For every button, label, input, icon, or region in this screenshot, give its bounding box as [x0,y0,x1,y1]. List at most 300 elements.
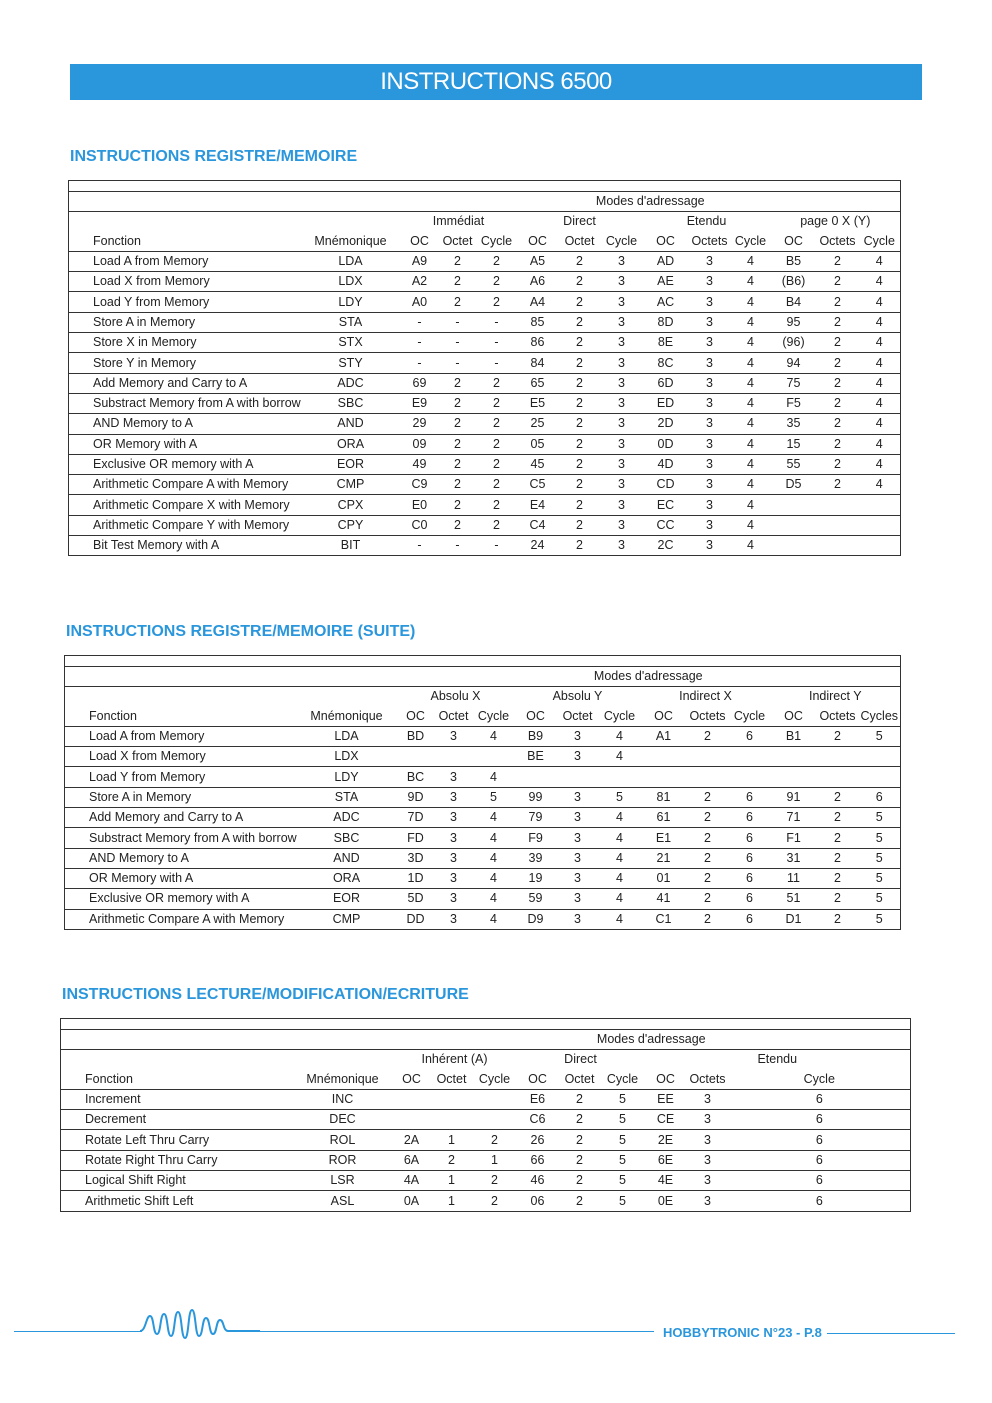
mnemonic-cell: AND [297,848,397,868]
mode-group-header: Indirect X [641,687,771,707]
column-header: Mnémonique [301,232,401,252]
modes-header: Modes d'adressage [393,1030,911,1050]
value-cell: 2 [559,353,601,373]
value-cell: 5 [859,889,901,909]
column-header: OC [393,1070,431,1090]
value-cell: 3 [689,393,731,413]
value-cell: 4 [473,767,515,787]
value-cell [771,495,817,515]
value-cell: 3 [601,475,643,495]
value-cell: 2E [645,1130,687,1150]
value-cell: 2 [477,414,517,434]
value-cell: B4 [771,292,817,312]
value-cell: 4 [599,828,641,848]
value-cell: 2 [817,889,859,909]
value-cell: 4 [599,726,641,746]
value-cell: 65 [517,373,559,393]
value-cell: 3 [601,536,643,556]
value-cell: 2 [439,251,477,271]
value-cell: 3 [689,536,731,556]
value-cell: 4 [859,475,901,495]
value-cell: 2 [817,333,859,353]
value-cell: 3 [601,495,643,515]
value-cell: 4D [643,454,689,474]
mode-group-header: Indirect Y [771,687,901,707]
value-cell: A0 [401,292,439,312]
value-cell: 2 [439,495,477,515]
value-cell [393,1089,431,1109]
mnemonic-cell: SBC [301,393,401,413]
value-cell: 3 [601,434,643,454]
value-cell: 2 [477,515,517,535]
value-cell: 2 [817,251,859,271]
value-cell: 5 [859,828,901,848]
value-cell: 3 [689,414,731,434]
column-header: Cycle [473,707,515,727]
footer-rule-right [827,1333,955,1334]
function-cell: Decrement [61,1110,293,1130]
value-cell: 2 [477,475,517,495]
column-header: OC [771,707,817,727]
value-cell: 2 [559,373,601,393]
mode-group-header: Inhérent (A) [393,1050,517,1070]
value-cell: 2 [477,272,517,292]
value-cell: D1 [771,909,817,929]
value-cell: 4 [731,536,771,556]
value-cell: 2 [559,475,601,495]
function-cell: Load Y from Memory [65,767,297,787]
function-cell: AND Memory to A [69,414,301,434]
table-row [69,454,901,474]
mnemonic-cell: INC [293,1089,393,1109]
value-cell: 5 [859,909,901,929]
value-cell: - [401,333,439,353]
value-cell [859,536,901,556]
value-cell: 5 [601,1191,645,1211]
value-cell: 91 [771,787,817,807]
value-cell [729,767,771,787]
column-header: Octets [817,232,859,252]
value-cell: 3 [687,1150,729,1170]
value-cell: 0D [643,434,689,454]
value-cell: 4 [731,312,771,332]
value-cell: 4 [731,414,771,434]
value-cell: 2 [817,292,859,312]
value-cell: 2 [477,373,517,393]
value-cell: 3 [689,454,731,474]
value-cell: 2 [817,828,859,848]
value-cell: 2 [559,515,601,535]
function-cell: Rotate Right Thru Carry [61,1150,293,1170]
value-cell: 6 [729,1191,911,1211]
value-cell: 3 [557,747,599,767]
value-cell: 2 [687,909,729,929]
mnemonic-cell: ASL [293,1191,393,1211]
value-cell: 3 [435,868,473,888]
value-cell: 6 [729,828,771,848]
column-header: OC [517,232,559,252]
function-cell: Substract Memory from A with borrow [69,393,301,413]
value-cell: 4 [473,726,515,746]
value-cell: E6 [517,1089,559,1109]
value-cell: 3 [557,808,599,828]
mnemonic-cell: LDX [297,747,397,767]
value-cell: 6 [729,1110,911,1130]
value-cell: 4 [859,292,901,312]
modes-spacer [69,192,401,212]
value-cell: 2 [687,828,729,848]
value-cell: 2 [817,909,859,929]
function-cell: Load Y from Memory [69,292,301,312]
value-cell: 69 [401,373,439,393]
table-row [69,495,901,515]
value-cell: 01 [641,868,687,888]
value-cell: 2 [477,393,517,413]
value-cell [817,767,859,787]
function-cell: AND Memory to A [65,848,297,868]
table-row [61,1191,911,1211]
value-cell: 3 [601,353,643,373]
value-cell [641,747,687,767]
value-cell: 6A [393,1150,431,1170]
value-cell: 6 [729,848,771,868]
value-cell: 1 [431,1130,473,1150]
value-cell: 3 [687,1191,729,1211]
value-cell: 4 [731,434,771,454]
function-cell: Store Y in Memory [69,353,301,373]
value-cell: 2 [473,1191,517,1211]
table-row [69,312,901,332]
value-cell: 4 [859,434,901,454]
value-cell: 21 [641,848,687,868]
mnemonic-cell: BIT [301,536,401,556]
value-cell: 0A [393,1191,431,1211]
mode-group-header: Etendu [643,212,771,232]
mnemonic-cell: STY [301,353,401,373]
value-cell: 4 [859,272,901,292]
value-cell: AE [643,272,689,292]
column-header: Octet [559,232,601,252]
table-row [69,393,901,413]
value-cell: 06 [517,1191,559,1211]
value-cell: 2 [817,393,859,413]
value-cell: D5 [771,475,817,495]
mnemonic-cell: LDX [301,272,401,292]
function-cell: Arithmetic Compare A with Memory [69,475,301,495]
value-cell: 2D [643,414,689,434]
value-cell: F1 [771,828,817,848]
mnemonic-cell: ORA [297,868,397,888]
value-cell: 2 [439,454,477,474]
value-cell: 2 [559,1130,601,1150]
value-cell: 4 [599,868,641,888]
value-cell [641,767,687,787]
value-cell: CD [643,475,689,495]
value-cell: 6 [729,787,771,807]
value-cell: - [401,536,439,556]
value-cell: 1 [431,1191,473,1211]
modes-spacer [65,667,397,687]
value-cell: 3 [689,475,731,495]
value-cell: 4 [859,454,901,474]
value-cell: AC [643,292,689,312]
value-cell: F9 [515,828,557,848]
value-cell: 31 [771,848,817,868]
mnemonic-cell: DEC [293,1110,393,1130]
column-header: Octets [817,707,859,727]
value-cell: - [477,333,517,353]
value-cell: - [439,536,477,556]
value-cell: 4 [859,251,901,271]
value-cell: - [439,333,477,353]
value-cell: 2 [559,1089,601,1109]
value-cell: 2 [439,434,477,454]
section-title-registre-memoire-suite: INSTRUCTIONS REGISTRE/MEMOIRE (SUITE) [66,623,416,640]
function-cell: Add Memory and Carry to A [69,373,301,393]
mode-group-header: Direct [517,1050,645,1070]
table-row [69,536,901,556]
column-header: Octets [689,232,731,252]
value-cell: 39 [515,848,557,868]
value-cell: 4 [473,808,515,828]
value-cell: B5 [771,251,817,271]
column-header: Octet [435,707,473,727]
value-cell: 5 [473,787,515,807]
value-cell: 46 [517,1171,559,1191]
column-header: Octet [559,1070,601,1090]
function-cell: Logical Shift Right [61,1171,293,1191]
value-cell: E9 [401,393,439,413]
value-cell: 3 [689,495,731,515]
value-cell: 3 [601,454,643,474]
value-cell: 4 [859,373,901,393]
value-cell: 3 [689,251,731,271]
value-cell: C0 [401,515,439,535]
value-cell: 3 [601,272,643,292]
value-cell [817,515,859,535]
value-cell: 5 [859,868,901,888]
table-row [69,353,901,373]
value-cell: C6 [517,1110,559,1130]
value-cell: 2 [559,272,601,292]
mnemonic-cell: SBC [297,828,397,848]
value-cell: 49 [401,454,439,474]
value-cell: - [439,353,477,373]
value-cell: 2 [817,868,859,888]
table-row [69,515,901,535]
mnemonic-cell: ROL [293,1130,393,1150]
column-header: Cycle [731,232,771,252]
value-cell: 1 [473,1150,517,1170]
function-cell: Arithmetic Shift Left [61,1191,293,1211]
value-cell: 2C [643,536,689,556]
value-cell: 2A [393,1130,431,1150]
column-header: Octet [557,707,599,727]
value-cell: 3 [557,889,599,909]
value-cell: 2 [439,475,477,495]
value-cell: 86 [517,333,559,353]
footer-rule-left [14,1331,142,1332]
value-cell: 2 [817,808,859,828]
value-cell: 3 [435,909,473,929]
value-cell [859,515,901,535]
value-cell: 2 [477,495,517,515]
column-header: Octet [431,1070,473,1090]
value-cell: 5 [601,1110,645,1130]
column-header: OC [771,232,817,252]
mnemonic-cell: ROR [293,1150,393,1170]
value-cell: 2 [817,272,859,292]
value-cell: 2 [431,1150,473,1170]
value-cell: 85 [517,312,559,332]
value-cell: (96) [771,333,817,353]
column-header: Cycle [729,707,771,727]
value-cell: 4E [645,1171,687,1191]
value-cell: 41 [641,889,687,909]
value-cell: 11 [771,868,817,888]
value-cell: 8C [643,353,689,373]
mnemonic-cell: ORA [301,434,401,454]
value-cell: 5 [601,1171,645,1191]
value-cell: 2 [439,515,477,535]
value-cell: 6 [729,1150,911,1170]
table-row [65,909,901,929]
value-cell [859,495,901,515]
value-cell: FD [397,828,435,848]
table-row [65,726,901,746]
value-cell: 2 [559,454,601,474]
value-cell: 3 [689,333,731,353]
waveform-logo-icon [140,1306,260,1346]
value-cell: CE [645,1110,687,1130]
value-cell: 3 [557,787,599,807]
value-cell: 7D [397,808,435,828]
value-cell: 6 [729,1089,911,1109]
value-cell: 4 [731,272,771,292]
value-cell: 5 [601,1150,645,1170]
value-cell: AD [643,251,689,271]
value-cell [393,1110,431,1130]
mode-group-header: Immédiat [401,212,517,232]
function-cell: Store X in Memory [69,333,301,353]
value-cell: 2 [817,353,859,373]
value-cell: 3 [687,1110,729,1130]
value-cell: - [477,312,517,332]
value-cell: 79 [515,808,557,828]
function-cell: Store A in Memory [65,787,297,807]
value-cell: 2 [817,454,859,474]
value-cell: 09 [401,434,439,454]
value-cell: 5 [859,808,901,828]
value-cell: 94 [771,353,817,373]
table-row [65,787,901,807]
value-cell: 2 [477,434,517,454]
footer-rule-middle [258,1331,654,1332]
value-cell: 05 [517,434,559,454]
value-cell: 4 [599,889,641,909]
value-cell [431,1089,473,1109]
column-header: OC [517,1070,559,1090]
value-cell: 4 [473,909,515,929]
value-cell: 2 [817,787,859,807]
column-header: OC [515,707,557,727]
value-cell: A9 [401,251,439,271]
value-cell: A6 [517,272,559,292]
table-row [69,414,901,434]
value-cell: 3 [557,828,599,848]
value-cell: 4 [731,353,771,373]
value-cell: 3 [557,726,599,746]
value-cell: 4 [731,373,771,393]
value-cell: 3 [435,767,473,787]
function-cell: Exclusive OR memory with A [69,454,301,474]
value-cell: 3 [601,515,643,535]
value-cell: 6 [729,1171,911,1191]
value-cell: 3 [435,808,473,828]
value-cell: 2 [559,495,601,515]
value-cell: 3 [601,292,643,312]
value-cell: 2 [817,373,859,393]
value-cell: 6 [729,889,771,909]
value-cell: 5 [599,787,641,807]
value-cell: BC [397,767,435,787]
value-cell: 6 [729,726,771,746]
mnemonic-cell: ADC [301,373,401,393]
value-cell: 3 [557,848,599,868]
table-row [69,373,901,393]
table-row [69,475,901,495]
mnemonic-cell: LSR [293,1171,393,1191]
value-cell [771,767,817,787]
value-cell: 2 [817,726,859,746]
value-cell: C1 [641,909,687,929]
value-cell: 35 [771,414,817,434]
function-cell: Substract Memory from A with borrow [65,828,297,848]
value-cell: 4 [731,251,771,271]
mnemonic-cell: AND [301,414,401,434]
table-row [61,1130,911,1150]
column-header: OC [401,232,439,252]
table-row [69,251,901,271]
value-cell: 66 [517,1150,559,1170]
value-cell: 3 [689,353,731,373]
value-cell: 2 [439,414,477,434]
mode-group-header: Direct [517,212,643,232]
value-cell: 4 [731,292,771,312]
value-cell: A2 [401,272,439,292]
value-cell: 4 [731,393,771,413]
mnemonic-cell: EOR [297,889,397,909]
value-cell [859,767,901,787]
function-cell: Load A from Memory [69,251,301,271]
value-cell: D9 [515,909,557,929]
function-cell: Load X from Memory [69,272,301,292]
value-cell: E4 [517,495,559,515]
value-cell: BD [397,726,435,746]
group-spacer [69,212,401,232]
value-cell: 2 [687,889,729,909]
value-cell: 2 [439,373,477,393]
value-cell [687,747,729,767]
value-cell: 25 [517,414,559,434]
value-cell: 4 [859,333,901,353]
value-cell [557,767,599,787]
value-cell: 4 [473,828,515,848]
value-cell: (B6) [771,272,817,292]
value-cell: 51 [771,889,817,909]
value-cell: 4 [599,808,641,828]
value-cell: - [477,353,517,373]
